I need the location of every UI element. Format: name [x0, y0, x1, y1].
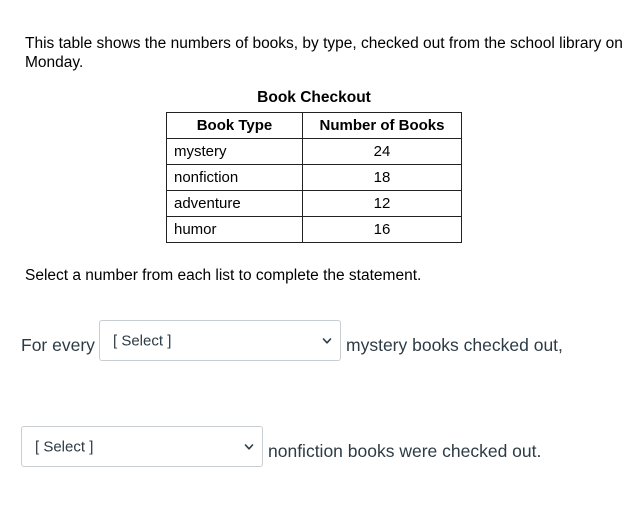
select-placeholder: [ Select ]	[113, 332, 172, 349]
column-header-number-of-books: Number of Books	[303, 113, 462, 139]
cell-book-type: mystery	[167, 139, 303, 165]
book-checkout-table	[166, 112, 462, 243]
nonfiction-count-select[interactable]	[21, 426, 263, 467]
cell-book-count: 16	[303, 217, 462, 243]
table-row	[167, 191, 462, 217]
cell-book-count: 24	[303, 139, 462, 165]
intro-text: This table shows the numbers of books, by type, checked out from the school library on Monday.	[25, 35, 623, 71]
statement-mystery-suffix: mystery books checked out,	[346, 335, 563, 355]
instruction-text: Select a number from each list to complete the statement.	[25, 267, 422, 284]
chevron-down-icon	[322, 336, 332, 346]
statement-prefix: For every	[21, 335, 95, 355]
cell-book-count: 12	[303, 191, 462, 217]
cell-book-type: adventure	[167, 191, 303, 217]
table-caption: Book Checkout	[257, 89, 371, 106]
cell-book-type: humor	[167, 217, 303, 243]
chevron-down-icon	[244, 442, 254, 452]
column-header-book-type: Book Type	[167, 113, 303, 139]
table-header-row	[167, 113, 462, 139]
statement-nonfiction-suffix: nonfiction books were checked out.	[268, 441, 542, 461]
select-placeholder: [ Select ]	[35, 438, 94, 455]
table-row	[167, 165, 462, 191]
table-row	[167, 217, 462, 243]
table-row	[167, 139, 462, 165]
cell-book-count: 18	[303, 165, 462, 191]
mystery-count-select[interactable]	[99, 320, 341, 361]
cell-book-type: nonfiction	[167, 165, 303, 191]
